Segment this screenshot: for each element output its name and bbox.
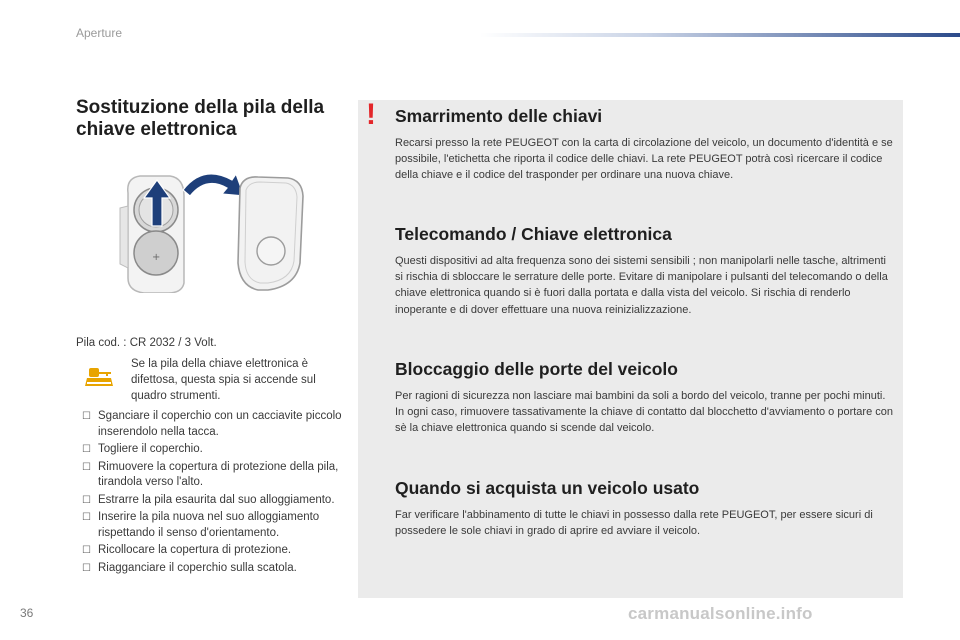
section-lost-keys <box>395 106 895 184</box>
watermark: carmanualsonline.info <box>628 604 813 623</box>
bullet-icon: ☐ <box>82 545 91 556</box>
battery-code: Pila cod. : CR 2032 / 3 Volt. <box>76 337 217 349</box>
bullet-icon: ☐ <box>82 461 91 473</box>
step-list <box>76 409 346 578</box>
list-item: ☐ Riagganciare il coperchio sulla scatola. <box>76 561 346 577</box>
page-number: 36 <box>20 606 34 620</box>
warning-text: Se la pila della chiave elettronica è difettosa, questa spia si accende sul quadro strumenti. <box>131 358 316 402</box>
page-title: Sostituzione della pila della chiave elettronica <box>76 97 325 140</box>
bullet-icon: ☐ <box>82 494 91 506</box>
section-text: Far verificare l'abbinamento di tutte le chiavi in possesso dalla rete PEUGEOT, per essere sicuri di possedere le sole chiavi in grado di aprire ed avviare il veicolo. <box>395 509 873 538</box>
list-item: ☐ Togliere il coperchio. <box>76 442 346 458</box>
header-bar <box>480 33 960 37</box>
list-item: ☐ Ricollocare la copertura di protezione. <box>76 543 346 559</box>
svg-text:+: + <box>152 252 161 263</box>
bullet-icon: ☐ <box>82 562 91 574</box>
section-heading: Smarrimento delle chiavi <box>395 106 603 126</box>
bullet-icon: ☐ <box>82 512 91 523</box>
cover-arrow <box>183 174 244 196</box>
list-item: ☐ Inserire la pila nuova nel suo alloggiamento rispettando il senso d'orientamento. <box>82 511 320 539</box>
list-item: ☐ Rimuovere la copertura di protezione della pila, tirandola verso l'alto. <box>82 460 339 488</box>
section-text: Per ragioni di sicurezza non lasciare mai bambini da soli a bordo del veicolo, tranne per pochi minuti. In ogni caso, rimuovere tassativamente la chiave di contatto dal blocchetto d'avviamento o portare con sè la chiave elettronica quando si scende dal veicolo. <box>395 390 893 435</box>
key-battery-illustration <box>108 168 318 293</box>
section-heading: Bloccaggio delle porte del veicolo <box>395 359 678 379</box>
list-item: ☐ Estrarre la pila esaurita dal suo alloggiamento. <box>76 493 346 509</box>
section-text: Recarsi presso la rete PEUGEOT con la carta di circolazione del veicolo, un documento d'identità e se possibile, l'etichetta che riporta il codice delle chiavi. La rete PEUGEOT potrà così ricercare il codice della chiave e il codice del trasponder per ordinare una nuova chiave. <box>395 137 893 182</box>
section-door-locking <box>395 359 895 437</box>
list-item: ☐ Sganciare il coperchio con un cacciavite piccolo inserendolo nella tacca. <box>82 410 342 438</box>
section-used-vehicle <box>395 478 895 539</box>
bullet-icon: ☐ <box>82 444 91 455</box>
section-remote-control <box>395 224 895 318</box>
cover-button <box>257 237 285 265</box>
warning-exclamation-icon: ! <box>366 98 376 131</box>
section-text: Questi dispositivi ad alta frequenza sono dei sistemi sensibili ; non manipolarli nelle tasche, altrimenti si rischia di sbloccare le serrature delle porte. Evitare di manipolare i pulsanti del telecomando o della chiave elettronica quando si è fuori dalla portata e dalla vista del veicolo. Si rischia di renderlo inoperante e di dover effettuare una nuova reinizializzazione. <box>395 255 888 316</box>
key-battery-warning-icon <box>81 364 117 390</box>
section-heading: Telecomando / Chiave elettronica <box>395 224 672 244</box>
section-title: Aperture <box>76 26 123 40</box>
bullet-icon: ☐ <box>82 411 91 422</box>
section-heading: Quando si acquista un veicolo usato <box>395 478 700 498</box>
